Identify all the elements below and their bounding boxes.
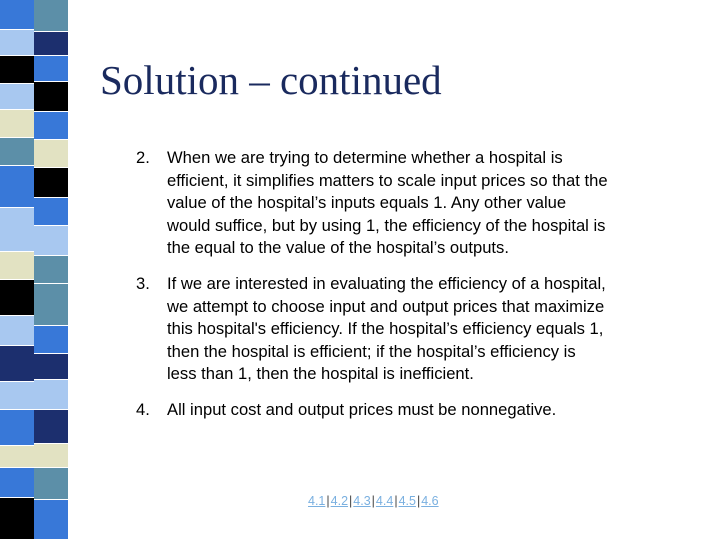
stripe-block [0, 410, 34, 446]
stripe-block [34, 256, 68, 284]
stripe-block [0, 138, 34, 166]
stripe-block [0, 56, 34, 84]
stripe-block [34, 32, 68, 56]
stripe-block [0, 280, 34, 316]
text-line: this hospital's efficiency. If the hospital’s efficiency equals 1, [167, 319, 604, 339]
stripe-block [0, 166, 34, 208]
stripe-block [34, 284, 68, 326]
stripe-block [0, 30, 34, 56]
stripe-block [34, 198, 68, 226]
nav-separator: | [394, 494, 398, 508]
list-item-number: 2. [136, 148, 150, 167]
stripe-block [0, 382, 34, 410]
stripe-block [0, 84, 34, 110]
stripe-block [34, 140, 68, 168]
stripe-block [0, 316, 34, 346]
nav-link-4-2[interactable]: 4.2 [330, 494, 349, 508]
stripe-block [34, 380, 68, 410]
text-line: efficient, it simplifies matters to scale input prices so that the [167, 170, 608, 190]
stripe-block [34, 56, 68, 82]
list-item-text [167, 399, 707, 422]
list-item-text [167, 147, 707, 260]
stripe-block [34, 226, 68, 256]
nav-link-4-6[interactable]: 4.6 [421, 494, 439, 508]
section-nav [308, 494, 439, 508]
stripe-block [0, 498, 34, 540]
text-line: value of the hospital’s inputs equals 1. Any other value [167, 193, 567, 213]
stripe-block [34, 468, 68, 500]
text-line: would suffice, but by using 1, the efficiency of the hospital is [167, 215, 606, 235]
list-item-number: 3. [136, 274, 150, 293]
stripe-block [0, 346, 34, 382]
nav-link-4-3[interactable]: 4.3 [353, 494, 371, 508]
stripe-block [0, 252, 34, 280]
stripe-block [0, 446, 34, 468]
text-line: When we are trying to determine whether a hospital is [167, 148, 563, 167]
decorative-stripe [0, 0, 68, 540]
nav-separator: | [326, 494, 330, 508]
stripe-block [34, 168, 68, 198]
nav-link-4-5[interactable]: 4.5 [398, 494, 416, 508]
stripe-block [34, 410, 68, 444]
stripe-block [34, 0, 68, 32]
stripe-block [0, 110, 34, 138]
text-line: the equal to the value of the hospital’s outputs. [167, 238, 509, 258]
nav-link-4-4[interactable]: 4.4 [375, 494, 394, 508]
stripe-block [34, 444, 68, 468]
text-line: then the hospital is efficient; if the hospital’s efficiency is [167, 341, 576, 361]
stripe-block [0, 208, 34, 252]
text-line: All input cost and output prices must be nonnegative. [167, 400, 557, 419]
nav-separator: | [349, 494, 353, 508]
stripe-block [34, 82, 68, 112]
text-line: we attempt to choose input and output prices that maximize [167, 296, 605, 316]
nav-separator: | [416, 494, 421, 508]
list-item-text [167, 273, 707, 386]
stripe-block [34, 500, 68, 540]
stripe-block [34, 354, 68, 380]
text-line: If we are interested in evaluating the efficiency of a hospital, [167, 274, 606, 293]
nav-separator: | [371, 494, 375, 508]
slide-title: Solution – continued [100, 57, 442, 103]
stripe-block [0, 468, 34, 498]
list-item-number: 4. [136, 400, 150, 419]
text-line: less than 1, then the hospital is inefficient. [167, 364, 474, 384]
stripe-block [34, 326, 68, 354]
stripe-block [34, 112, 68, 140]
nav-link-4-1[interactable]: 4.1 [308, 494, 326, 508]
stripe-block [0, 0, 34, 30]
